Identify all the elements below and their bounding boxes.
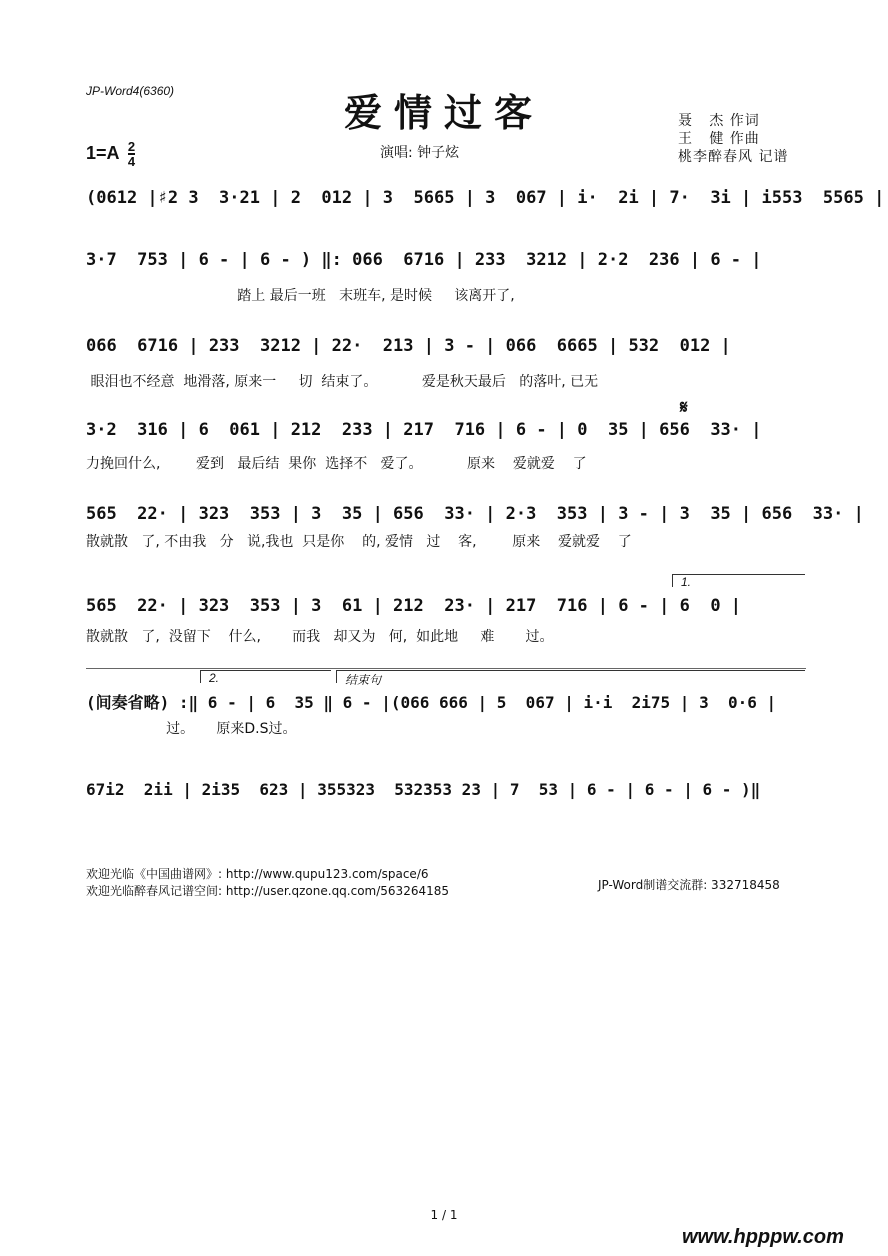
notation-line-4: 3·2 316 | 6 061 | 212 233 | 217 716 | 6 - | 0 35 | 656 33· | — [86, 420, 762, 440]
song-title: 爱情过客 — [343, 90, 544, 135]
time-denominator: 4 — [127, 154, 136, 169]
lyrics-line-5: 散就散 了, 不由我 分 说,我也 只是你 的, 爱情 过 客, 原来 爱就爱 了 — [86, 534, 632, 550]
time-signature — [128, 140, 135, 168]
page-number: 1 / 1 — [430, 1208, 458, 1222]
notation-line-2: 3·7 753 | 6 - | 6 - ) ‖: 066 6716 | 233 3212 | 2·2 236 | 6 - | — [86, 250, 762, 270]
notation-line-3: 066 6716 | 233 3212 | 22· 213 | 3 - | 066 6665 | 532 012 | — [86, 336, 731, 356]
lyrics-line-2: 踏上 最后一班 末班车, 是时候 该离开了, — [86, 288, 515, 304]
segno-sign: 𝄋 — [680, 397, 688, 418]
group-info: JP-Word制谱交流群: 332718458 — [598, 878, 780, 892]
lyrics-line-3: 眼泪也不经意 地滑落, 原来一 切 结束了。 爱是秋天最后 的落叶, 已无 — [86, 374, 599, 390]
notation-line-5: 565 22· | 323 353 | 3 35 | 656 33· | 2·3 353 | 3 - | 3 35 | 656 33· | — [86, 504, 864, 524]
ending-1-label: 1. — [681, 575, 692, 589]
lyrics-line-6: 散就散 了, 没留下 什么, 而我 却又为 何, 如此地 难 过。 — [86, 629, 554, 645]
time-numerator: 2 — [127, 139, 136, 154]
footer-link-qzone: 欢迎光临醉春风记谱空间: http://user.qzone.qq.com/563264185 — [86, 884, 450, 898]
notation-line-1: (0612 |♯2 3 3·21 | 2 012 | 3 5665 | 3 067 | i· 2i | 7· 3i | i553 5565 | — [86, 188, 885, 208]
composer-credit: 王 健 作曲 — [678, 131, 760, 147]
notation-line-8: 67i2 2ii | 2i35 623 | 355323 532353 23 | 7 53 | 6 - | 6 - | 6 - )‖ — [86, 780, 761, 799]
singer-credit: 演唱: 钟子炫 — [380, 145, 460, 161]
ending-2-label: 2. — [209, 671, 220, 685]
footer-links — [86, 866, 449, 900]
coda-label: 结束句 — [345, 673, 382, 687]
coda-bracket — [336, 670, 805, 687]
key-label: 1=A — [86, 142, 119, 163]
lyrics-line-7: 过。 原来D.S过。 — [86, 721, 297, 737]
footer-link-qupu: 欢迎光临《中国曲谱网》: http://www.qupu123.com/space/6 — [86, 867, 429, 881]
credits-block — [678, 112, 788, 166]
notation-line-6: 565 22· | 323 353 | 3 61 | 212 23· | 217 716 | 6 - | 6 0 | — [86, 596, 742, 616]
key-signature — [86, 140, 135, 168]
site-watermark: www.hpppw.com — [682, 1226, 844, 1248]
ending-2-bracket — [200, 670, 331, 683]
software-label: JP-Word4(6360) — [86, 84, 175, 98]
section-rule — [86, 668, 806, 669]
lyrics-line-4: 力挽回什么, 爱到 最后结 果你 选择不 爱了。 原来 爱就爱 了 — [86, 456, 587, 472]
lyricist-credit: 聂 杰 作词 — [678, 113, 760, 129]
transcriber-credit: 桃李醉春风 记谱 — [678, 149, 789, 165]
ending-1-bracket — [672, 574, 805, 587]
notation-line-7: (间奏省略) :‖ 6 - | 6 35 ‖ 6 - |(066 666 | 5 067 | i·i 2i75 | 3 0·6 | — [86, 693, 777, 712]
